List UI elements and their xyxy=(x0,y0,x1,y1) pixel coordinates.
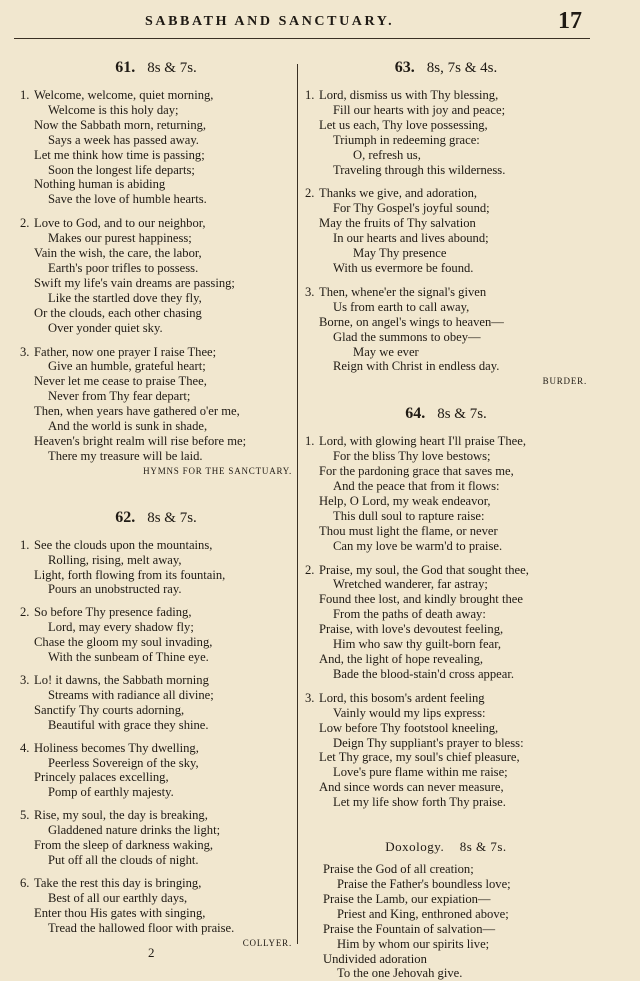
hymn-62 xyxy=(20,508,292,950)
verse-text: Help, O Lord, my weak endeavor, xyxy=(319,493,491,508)
verse-line xyxy=(20,688,292,703)
verse-line xyxy=(20,321,292,336)
stanza xyxy=(20,88,292,207)
verse-line xyxy=(20,876,292,891)
verse-line xyxy=(305,148,587,163)
verse-text: There my treasure will be laid. xyxy=(48,448,203,463)
stanza xyxy=(305,88,587,177)
verse-line xyxy=(305,721,587,736)
verse-text: Him who saw thy guilt-born fear, xyxy=(333,637,502,652)
verse-text: From the paths of death away: xyxy=(333,607,486,622)
verse-line xyxy=(305,285,587,300)
doxology-line: Him by whom our spirits live; xyxy=(337,936,490,951)
verse-text: Father, now one prayer I raise Thee; xyxy=(34,344,217,359)
verse-line xyxy=(305,464,587,479)
verse-text: Then, when years have gathered o'er me, xyxy=(34,404,240,419)
verse-line xyxy=(20,374,292,389)
stanza-number: 2. xyxy=(305,562,315,577)
verse-line xyxy=(20,620,292,635)
verse-line xyxy=(20,906,292,921)
stanza-number: 3. xyxy=(20,344,30,359)
verse-text: Says a week has passed away. xyxy=(48,132,199,147)
verse-line xyxy=(305,494,587,509)
right-column xyxy=(305,58,587,981)
verse-text: Let us each, Thy love possessing, xyxy=(319,117,488,132)
verse-text: Princely palaces excelling, xyxy=(34,770,169,785)
stanza xyxy=(305,691,587,810)
verse-line xyxy=(20,808,292,823)
doxology-label: Doxology. xyxy=(385,839,445,855)
stanza xyxy=(20,216,292,335)
hymn-number: 63. xyxy=(394,59,415,76)
verse-text: Let me think how time is passing; xyxy=(34,147,205,162)
verse-text: Reign with Christ in endless day. xyxy=(333,359,500,374)
verse-text: So before Thy presence fading, xyxy=(34,605,192,620)
stanza xyxy=(20,605,292,665)
hymn-title xyxy=(20,508,292,528)
verse-text: Can my love be warm'd to praise. xyxy=(333,538,503,553)
hymn-number: 61. xyxy=(115,59,136,76)
verse-line xyxy=(20,823,292,838)
verse-line xyxy=(20,434,292,449)
verse-line xyxy=(20,177,292,192)
verse-text: This dull soul to rapture raise: xyxy=(333,508,485,523)
verse-line xyxy=(305,133,587,148)
stanza-number: 2. xyxy=(305,186,315,201)
verse-text: Us from earth to call away, xyxy=(333,299,470,314)
verse-text: Found thee lost, and kindly brought thee xyxy=(319,592,523,607)
hymn-author: HYMNS FOR THE SANCTUARY. xyxy=(143,465,292,476)
verse-line xyxy=(20,921,292,936)
verse-text: Swift my life's vain dreams are passing; xyxy=(34,275,235,290)
verse-line xyxy=(305,539,587,554)
verse-line xyxy=(305,186,587,201)
verse-line xyxy=(20,853,292,868)
header-rule xyxy=(14,38,590,39)
verse-line xyxy=(305,607,587,622)
verse-text: Light, forth flowing from its fountain, xyxy=(34,567,226,582)
verse-line xyxy=(20,553,292,568)
verse-text: May the fruits of Thy salvation xyxy=(319,216,476,231)
verse-text: Wretched wanderer, far astray; xyxy=(333,577,488,592)
verse-text: Put off all the clouds of night. xyxy=(48,852,199,867)
verse-line xyxy=(305,622,587,637)
stanza xyxy=(305,563,587,682)
verse-line xyxy=(305,637,587,652)
stanza xyxy=(20,538,292,598)
doxology xyxy=(305,838,587,981)
verse-text: Lord, dismiss us with Thy blessing, xyxy=(319,88,499,102)
verse-text: Pours an unobstructed ray. xyxy=(48,582,182,597)
verse-line xyxy=(20,605,292,620)
verse-text: Peerless Sovereign of the sky, xyxy=(48,755,199,770)
verse-text: For the pardoning grace that saves me, xyxy=(319,464,514,479)
verse-line xyxy=(305,103,587,118)
doxology-title xyxy=(305,838,587,856)
verse-text: May Thy presence xyxy=(353,246,447,261)
verse-text: And since words can never measure, xyxy=(319,780,504,795)
verse-line xyxy=(305,750,587,765)
verse-line xyxy=(305,706,587,721)
verse-line xyxy=(20,103,292,118)
verse-text: Rolling, rising, melt away, xyxy=(48,552,182,567)
verse-text: Earth's poor trifles to possess. xyxy=(48,260,199,275)
verse-line xyxy=(20,635,292,650)
verse-text: Low before Thy footstool kneeling, xyxy=(319,720,499,735)
verse-line xyxy=(305,524,587,539)
verse-line xyxy=(20,891,292,906)
verse-line xyxy=(20,345,292,360)
verse-text: Praise, my soul, the God that sought thee, xyxy=(319,562,529,577)
verse-line xyxy=(305,216,587,231)
verse-line xyxy=(305,315,587,330)
verse-text: Praise, with love's devoutest feeling, xyxy=(319,622,504,637)
stanza-number: 1. xyxy=(20,88,30,102)
verse-line xyxy=(305,88,587,103)
verse-text: And the peace that from it flows: xyxy=(333,479,500,494)
verse-text: Love to God, and to our neighbor, xyxy=(34,216,206,231)
verse-line xyxy=(305,449,587,464)
stanza-number: 5. xyxy=(20,808,30,823)
verse-text: Tread the hallowed floor with praise. xyxy=(48,920,235,935)
verse-text: Gladdened nature drinks the light; xyxy=(48,823,221,838)
stanza-number: 3. xyxy=(305,690,315,705)
stanza-number: 2. xyxy=(20,605,30,620)
hymn-meter: 8s, 7s & 4s. xyxy=(426,60,498,76)
verse-line xyxy=(305,577,587,592)
verse-line xyxy=(20,306,292,321)
verse-text: Never from Thy fear depart; xyxy=(48,389,191,404)
verse-line xyxy=(20,291,292,306)
doxology-line: To the one Jehovah give. xyxy=(337,966,463,981)
verse-line xyxy=(20,568,292,583)
verse-text: Over yonder quiet sky. xyxy=(48,320,163,335)
doxology-line: Undivided adoration xyxy=(323,951,427,966)
verse-text: Bade the blood-stain'd cross appear. xyxy=(333,666,514,681)
verse-text: O, refresh us, xyxy=(353,147,421,162)
verse-line xyxy=(305,592,587,607)
verse-text: Never let me cease to praise Thee, xyxy=(34,374,207,389)
verse-text: Heaven's bright realm will rise before me; xyxy=(34,433,247,448)
verse-text: Lord, may every shadow fly; xyxy=(48,620,194,635)
verse-line xyxy=(20,650,292,665)
stanza xyxy=(20,808,292,868)
stanza xyxy=(20,673,292,733)
verse-line xyxy=(20,163,292,178)
verse-text: Lo! it dawns, the Sabbath morning xyxy=(34,673,209,687)
stanza xyxy=(305,434,587,553)
verse-line xyxy=(20,756,292,771)
hymn-author: COLLYER. xyxy=(242,937,292,948)
verse-line xyxy=(20,404,292,419)
verse-line xyxy=(305,652,587,667)
verse-line xyxy=(305,246,587,261)
verse-text: Let my life show forth Thy praise. xyxy=(333,795,506,810)
verse-line xyxy=(20,192,292,207)
verse-line xyxy=(305,434,587,449)
verse-text: Thanks we give, and adoration, xyxy=(319,186,478,201)
verse-line xyxy=(305,163,587,178)
verse-text: Beautiful with grace they shine. xyxy=(48,717,209,732)
stanza-number: 4. xyxy=(20,740,30,755)
verse-text: With us evermore be found. xyxy=(333,260,474,275)
verse-text: Lord, this bosom's ardent feeling xyxy=(319,690,485,705)
hymn-number: 62. xyxy=(115,508,136,526)
verse-text: Deign Thy suppliant's prayer to bless: xyxy=(333,735,524,750)
verse-line xyxy=(20,770,292,785)
hymn-meter: 8s & 7s. xyxy=(147,60,197,76)
verse-text: May we ever xyxy=(353,344,419,359)
hymn-author: BURDER. xyxy=(542,376,587,387)
verse-text: Enter thou His gates with singing, xyxy=(34,905,206,920)
verse-line xyxy=(305,261,587,276)
stanza xyxy=(305,285,587,374)
verse-text: And, the light of hope revealing, xyxy=(319,652,484,666)
verse-line xyxy=(20,785,292,800)
stanza-number: 3. xyxy=(20,673,30,687)
verse-line xyxy=(305,118,587,133)
verse-text: Lord, with glowing heart I'll praise Thee, xyxy=(319,434,526,449)
verse-line xyxy=(20,741,292,756)
hymn-title xyxy=(305,404,587,424)
verse-line xyxy=(305,795,587,810)
verse-line xyxy=(305,736,587,751)
verse-text: In our hearts and lives abound; xyxy=(333,231,489,246)
stanza-number: 2. xyxy=(20,216,30,231)
verse-text: Take the rest this day is bringing, xyxy=(34,875,202,890)
hymn-meter: 8s & 7s. xyxy=(147,509,197,526)
verse-text: Like the startled dove they fly, xyxy=(48,290,202,305)
doxology-line: Praise the Father's boundless love; xyxy=(337,876,511,891)
verse-line xyxy=(305,563,587,578)
hymn-number: 64. xyxy=(405,405,426,423)
verse-line xyxy=(305,201,587,216)
doxology-line: Praise the Fountain of salvation— xyxy=(323,921,496,936)
page-number: 17 xyxy=(558,8,582,34)
hymn-meter: 8s & 7s. xyxy=(437,406,487,423)
verse-line xyxy=(20,703,292,718)
verse-text: Triumph in redeeming grace: xyxy=(333,132,480,147)
doxology-meter: 8s & 7s. xyxy=(459,839,507,855)
hymn-61 xyxy=(20,58,292,478)
verse-text: Glad the summons to obey— xyxy=(333,329,481,344)
verse-line xyxy=(305,345,587,360)
verse-text: Nothing human is abiding xyxy=(34,177,166,192)
verse-text: Streams with radiance all divine; xyxy=(48,687,214,702)
verse-line xyxy=(20,538,292,553)
verse-text: And the world is sunk in shade, xyxy=(48,419,208,434)
verse-line xyxy=(305,300,587,315)
verse-text: Pomp of earthly majesty. xyxy=(48,785,174,800)
verse-text: Love's pure flame within me raise; xyxy=(333,765,508,780)
verse-line xyxy=(20,231,292,246)
verse-line xyxy=(20,246,292,261)
stanza-number: 3. xyxy=(305,284,315,299)
stanza xyxy=(305,186,587,275)
verse-line xyxy=(20,718,292,733)
verse-line xyxy=(305,691,587,706)
stanza xyxy=(20,741,292,801)
verse-line xyxy=(20,359,292,374)
verse-text: Thou must light the flame, or never xyxy=(319,523,498,538)
verse-line xyxy=(20,449,292,464)
verse-line xyxy=(20,838,292,853)
verse-text: Best of all our earthly days, xyxy=(48,890,188,905)
verse-text: Then, whene'er the signal's given xyxy=(319,284,487,299)
verse-text: Let Thy grace, my soul's chief pleasure, xyxy=(319,750,520,765)
doxology-lines xyxy=(305,862,587,981)
stanza xyxy=(20,345,292,464)
doxology-line: Priest and King, enthroned above; xyxy=(337,906,509,921)
verse-text: Soon the longest life departs; xyxy=(48,162,195,177)
verse-text: Now the Sabbath morn, returning, xyxy=(34,117,207,132)
hymn-63 xyxy=(305,58,587,388)
verse-text: Vain the wish, the care, the labor, xyxy=(34,246,202,261)
verse-line xyxy=(305,231,587,246)
verse-line xyxy=(20,118,292,133)
verse-text: Welcome is this holy day; xyxy=(48,102,179,117)
verse-text: With the sunbeam of Thine eye. xyxy=(48,650,209,665)
verse-text: Makes our purest happiness; xyxy=(48,231,192,246)
stanza-number: 1. xyxy=(305,434,315,449)
hymn-title xyxy=(20,58,292,78)
verse-line xyxy=(305,479,587,494)
verse-line xyxy=(20,582,292,597)
verse-line xyxy=(20,261,292,276)
column-divider xyxy=(297,64,298,944)
hymn-title xyxy=(305,58,587,78)
verse-line xyxy=(20,419,292,434)
verse-text: Give an humble, grateful heart; xyxy=(48,359,206,374)
running-head: SABBATH AND SANCTUARY. xyxy=(145,14,395,29)
verse-line xyxy=(20,673,292,688)
verse-text: Sanctify Thy courts adorning, xyxy=(34,702,185,717)
verse-text: For Thy Gospel's joyful sound; xyxy=(333,201,490,216)
verse-text: See the clouds upon the mountains, xyxy=(34,537,213,552)
verse-text: Holiness becomes Thy dwelling, xyxy=(34,740,199,755)
verse-text: Save the love of humble hearts. xyxy=(48,192,207,207)
verse-text: Welcome, welcome, quiet morning, xyxy=(34,88,214,102)
verse-line xyxy=(20,148,292,163)
verse-line xyxy=(305,359,587,374)
verse-line xyxy=(20,216,292,231)
verse-line xyxy=(305,330,587,345)
verse-text: Chase the gloom my soul invading, xyxy=(34,635,213,650)
stanza-number: 6. xyxy=(20,875,30,890)
hymn-64 xyxy=(305,404,587,810)
signature-mark: 2 xyxy=(148,945,155,960)
verse-line xyxy=(305,780,587,795)
verse-line xyxy=(20,133,292,148)
doxology-line: Praise the Lamb, our expiation— xyxy=(323,891,491,906)
verse-text: From the sleep of darkness waking, xyxy=(34,838,214,853)
stanza-number: 1. xyxy=(20,537,30,552)
verse-text: Fill our hearts with joy and peace; xyxy=(333,102,506,117)
doxology-line: Praise the God of all creation; xyxy=(323,862,474,877)
verse-text: Or the clouds, each other chasing xyxy=(34,305,202,320)
verse-line xyxy=(305,667,587,682)
verse-line xyxy=(20,88,292,103)
verse-line xyxy=(305,509,587,524)
stanza xyxy=(20,876,292,936)
left-column xyxy=(20,58,292,950)
verse-text: For the bliss Thy love bestows; xyxy=(333,449,491,464)
verse-line xyxy=(20,389,292,404)
stanza-number: 1. xyxy=(305,88,315,102)
verse-line xyxy=(305,765,587,780)
verse-line xyxy=(20,276,292,291)
verse-text: Vainly would my lips express: xyxy=(333,705,486,720)
verse-text: Traveling through this wilderness. xyxy=(333,162,506,177)
verse-text: Borne, on angel's wings to heaven— xyxy=(319,314,504,329)
verse-text: Rise, my soul, the day is breaking, xyxy=(34,808,208,823)
